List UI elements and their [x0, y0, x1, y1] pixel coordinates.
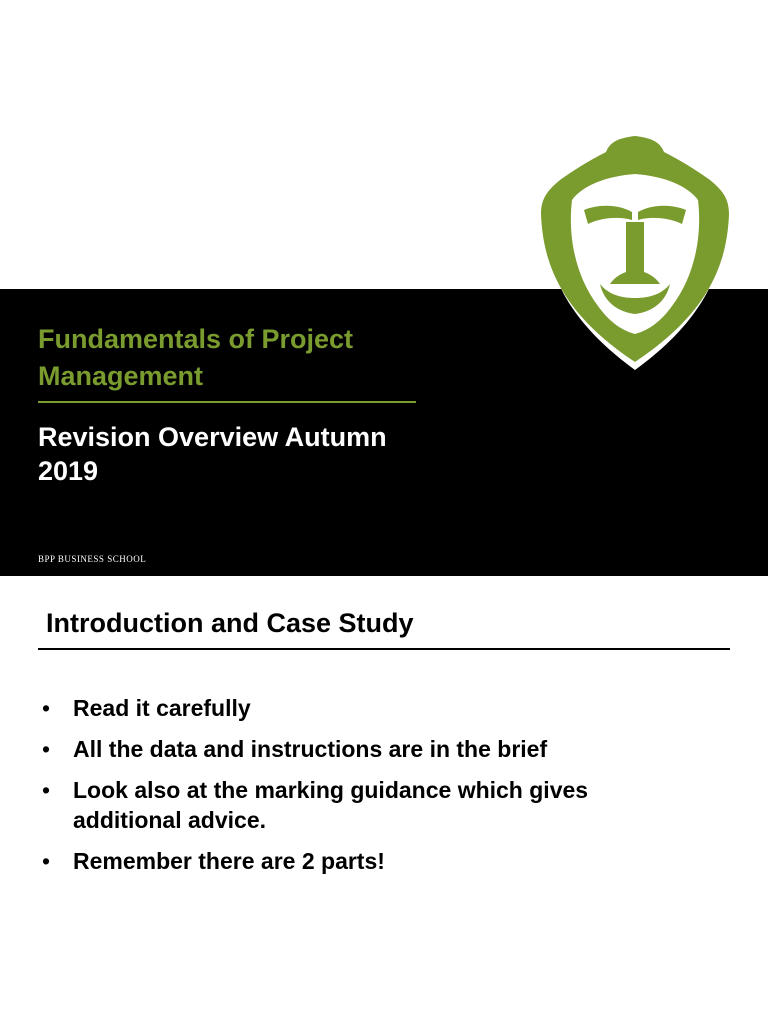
bullet-text: Read it carefully [73, 695, 251, 721]
lion-shield-icon [540, 134, 730, 379]
bullet-item [40, 734, 680, 764]
bullet-icon: • [42, 848, 51, 874]
school-name: BPP BUSINESS SCHOOL [38, 554, 147, 564]
bullet-text: All the data and instructions are in the brief [73, 736, 548, 762]
slide-title: Introduction and Case Study [46, 608, 414, 638]
deck-title: Fundamentals of Project Management [38, 324, 354, 391]
bullet-item [40, 775, 680, 835]
title-underline [38, 648, 730, 650]
bullet-icon: • [42, 736, 51, 762]
bullet-icon: • [42, 777, 51, 803]
content-slide [0, 576, 768, 1024]
bullet-text: Look also at the marking guidance which gives additional advice. [73, 777, 589, 833]
bullet-list [40, 693, 680, 887]
title-divider [38, 401, 416, 403]
deck-subtitle: Revision Overview Autumn 2019 [38, 422, 387, 486]
bullet-item [40, 693, 680, 723]
bullet-icon: • [42, 695, 51, 721]
bullet-text: Remember there are 2 parts! [73, 848, 385, 874]
bullet-item [40, 846, 680, 876]
